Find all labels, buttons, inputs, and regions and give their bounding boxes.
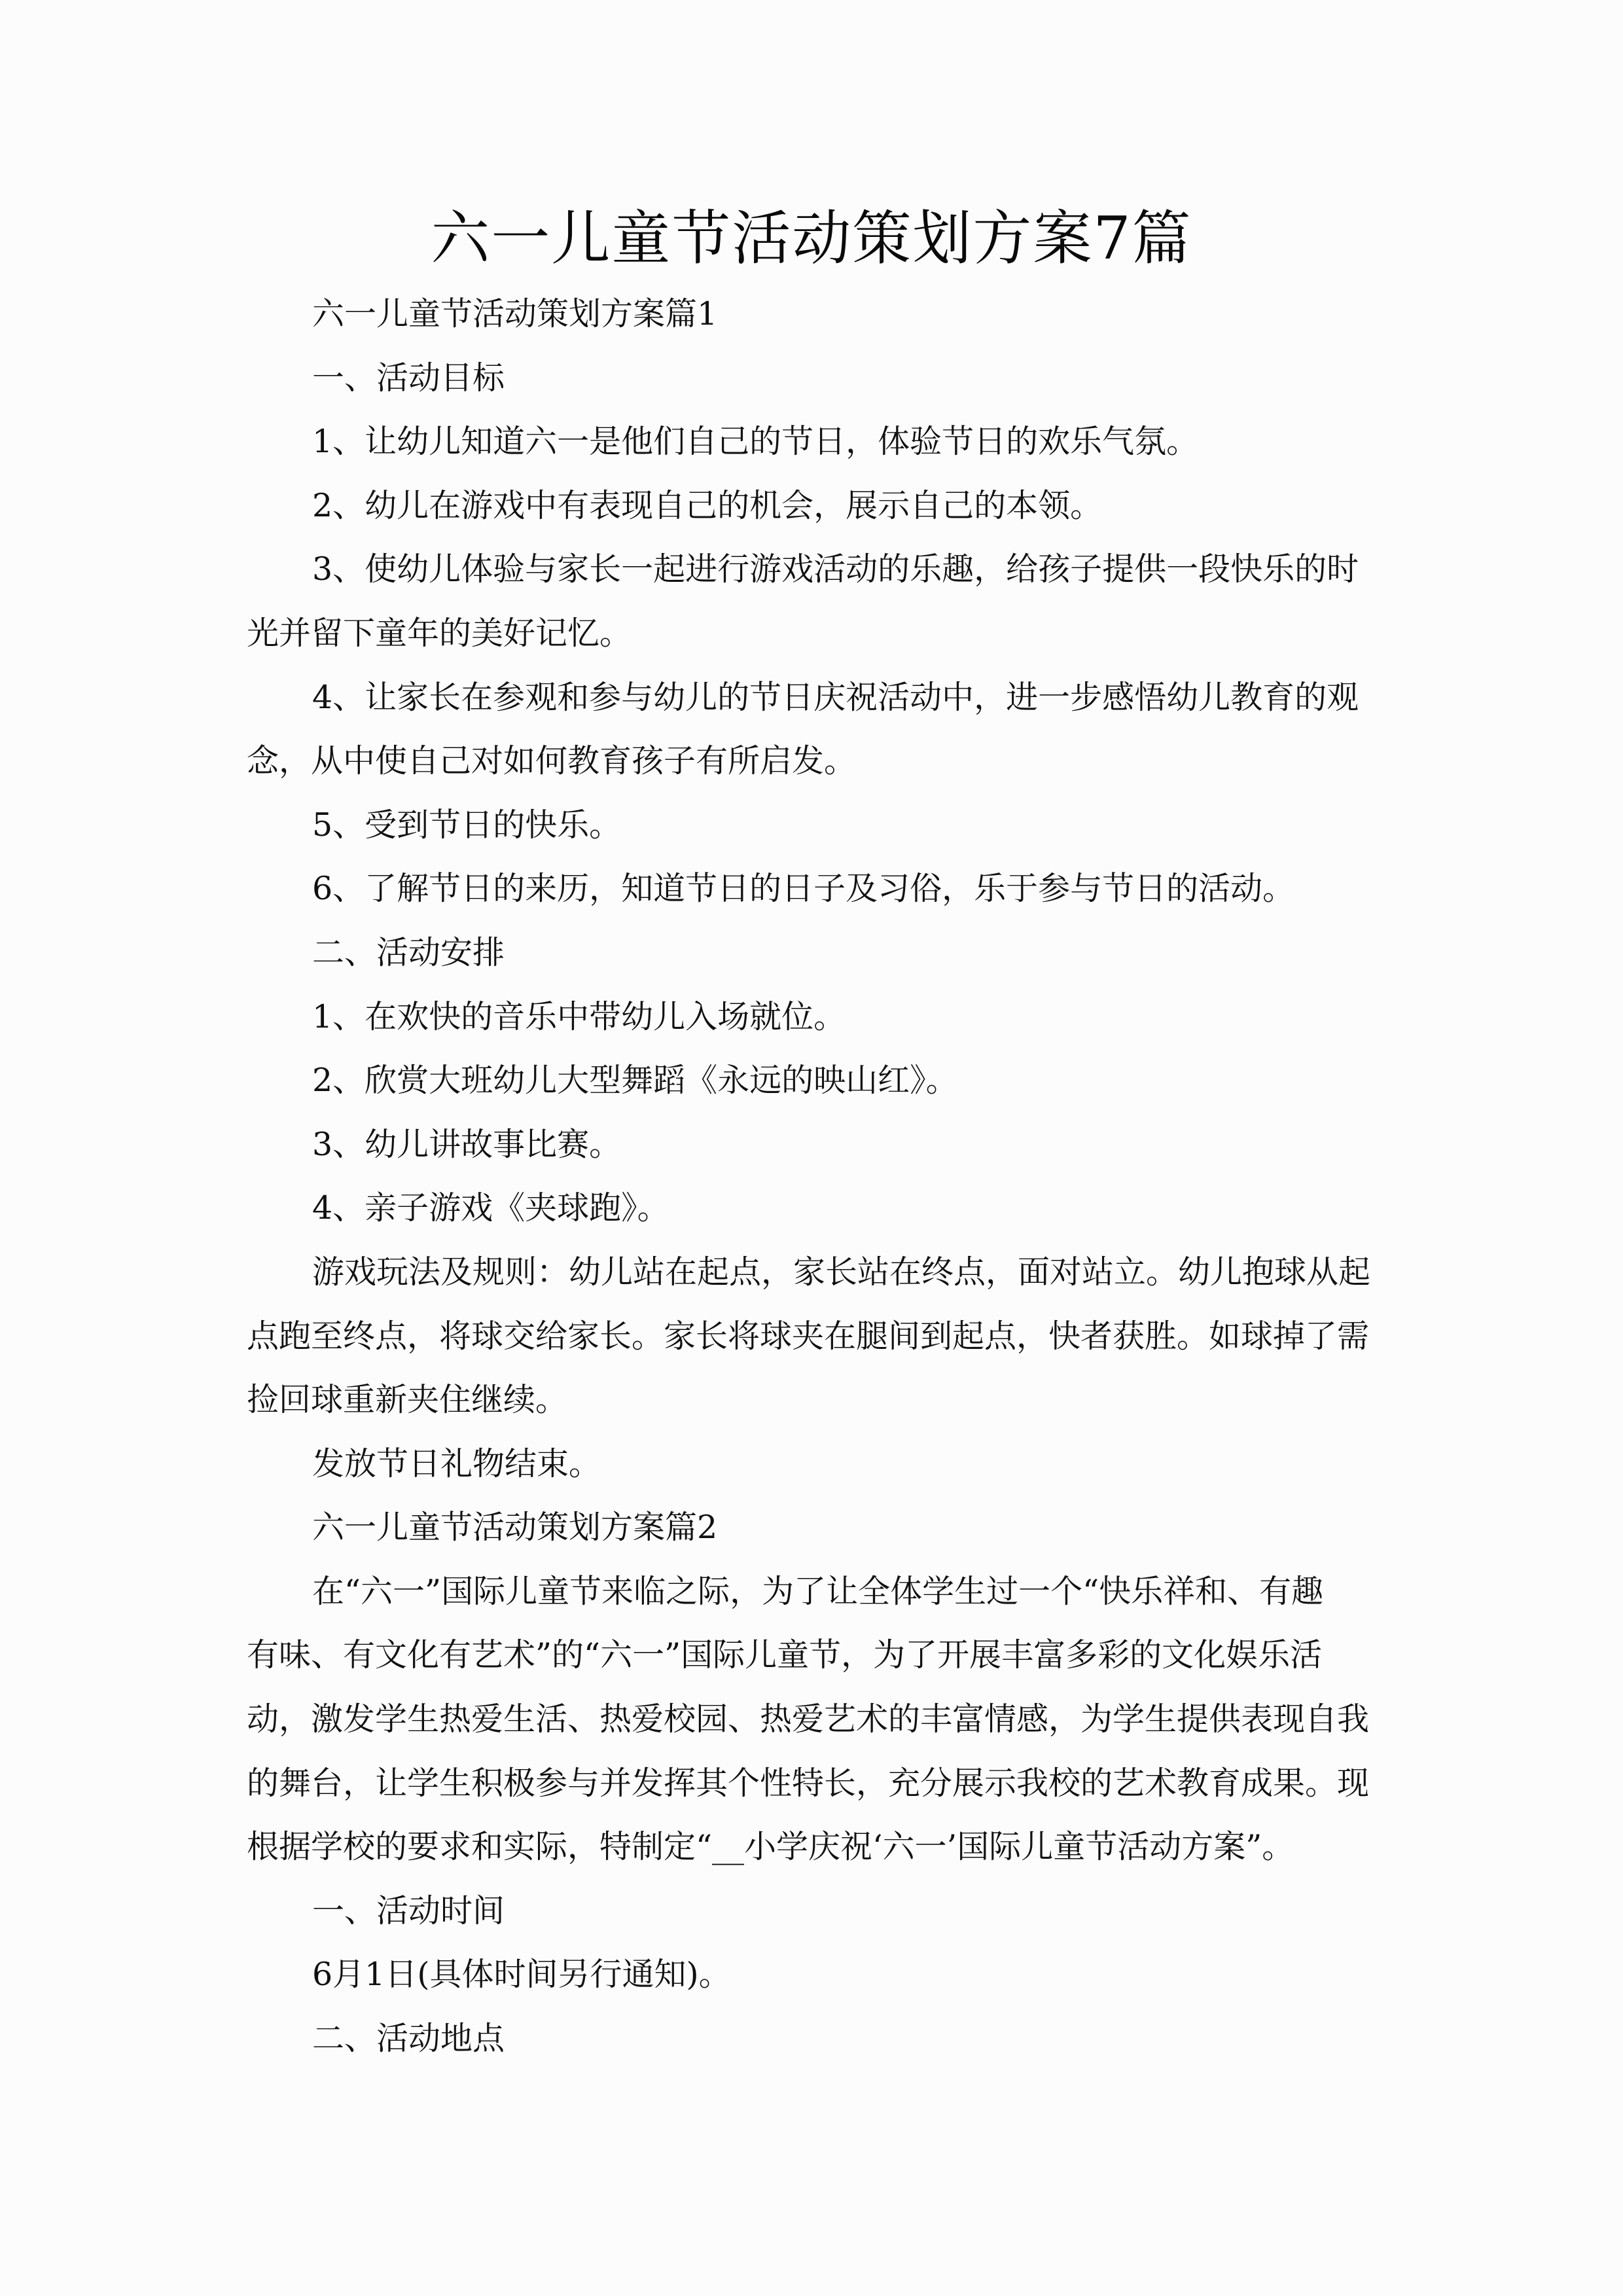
- body-paragraph-continuation: 根据学校的要求和实际，特制定“__小学庆祝‘六一’国际儿童节活动方案”。: [247, 1828, 1294, 1866]
- body-paragraph-continuation: 的舞台，让学生积极参与并发挥其个性特长，充分展示我校的艺术教育成果。现: [247, 1764, 1370, 1802]
- section-heading: 一、活动时间: [312, 1892, 505, 1929]
- list-item: 3、幼儿讲故事比赛。: [312, 1125, 622, 1163]
- list-item-continuation: 念，从中使自己对如何教育孩子有所启发。: [247, 742, 857, 780]
- list-item: 4、让家长在参观和参与幼儿的节日庆祝活动中，进一步感悟幼儿教育的观: [312, 678, 1359, 716]
- list-item-continuation: 光并留下童年的美好记忆。: [247, 614, 632, 652]
- list-item: 1、在欢快的音乐中带幼儿入场就位。: [312, 997, 846, 1035]
- body-paragraph-continuation: 捡回球重新夹住继续。: [247, 1381, 568, 1419]
- section-heading: 二、活动安排: [312, 933, 505, 971]
- body-paragraph: 游戏玩法及规则：幼儿站在起点，家长站在终点，面对站立。幼儿抱球从起: [312, 1253, 1371, 1291]
- article-heading: 六一儿童节活动策划方案篇2: [312, 1509, 718, 1547]
- body-paragraph: 在“六一”国际儿童节来临之际，为了让全体学生过一个“快乐祥和、有趣: [312, 1572, 1324, 1610]
- section-heading: 二、活动地点: [312, 2020, 505, 2058]
- section-heading: 一、活动目标: [312, 359, 505, 397]
- list-item: 2、欣赏大班幼儿大型舞蹈《永远的映山红》。: [312, 1062, 958, 1100]
- article-heading: 六一儿童节活动策划方案篇1: [312, 295, 718, 332]
- list-item: 1、让幼儿知道六一是他们自己的节日，体验节日的欢乐气氛。: [312, 423, 1199, 461]
- body-paragraph-continuation: 点跑至终点，将球交给家长。家长将球夹在腿间到起点，快者获胜。如球掉了需: [247, 1317, 1370, 1355]
- list-item: 5、受到节日的快乐。: [312, 806, 622, 844]
- list-item: 6、了解节日的来历，知道节日的日子及习俗，乐于参与节日的活动。: [312, 870, 1295, 908]
- list-item: 3、使幼儿体验与家长一起进行游戏活动的乐趣，给孩子提供一段快乐的时: [312, 550, 1359, 588]
- document-title: 六一儿童节活动策划方案7篇: [431, 204, 1192, 273]
- body-paragraph-continuation: 动，激发学生热爱生活、热爱校园、热爱艺术的丰富情感，为学生提供表现自我: [247, 1700, 1370, 1738]
- list-item: 4、亲子游戏《夹球跑》。: [312, 1189, 669, 1227]
- document-body: [247, 282, 1379, 2071]
- body-paragraph-continuation: 有味、有文化有艺术”的“六一”国际儿童节，为了开展丰富多彩的文化娱乐活: [247, 1636, 1323, 1674]
- list-item: 2、幼儿在游戏中有表现自己的机会，展示自己的本领。: [312, 486, 1103, 524]
- body-paragraph: 6月1日(具体时间另行通知)。: [312, 1956, 731, 1994]
- body-paragraph: 发放节日礼物结束。: [312, 1444, 601, 1482]
